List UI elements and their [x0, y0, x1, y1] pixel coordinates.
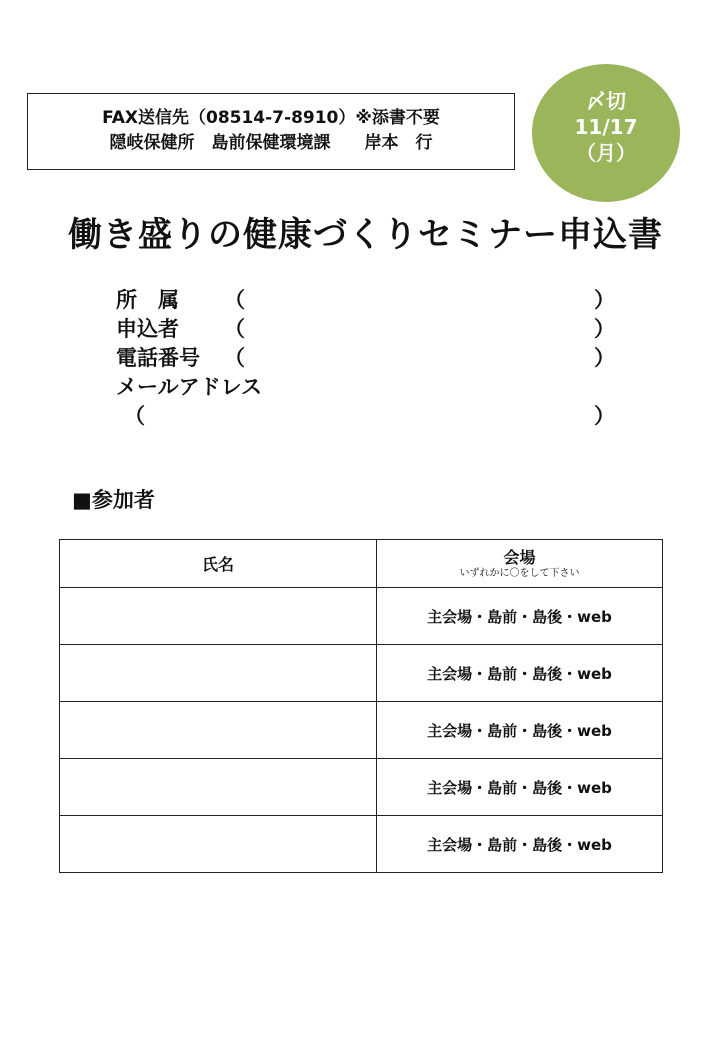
venue-options-cell[interactable]: 主会場・島前・島後・web — [377, 645, 663, 702]
participants-table — [59, 539, 663, 873]
deadline-label: 〆切 — [586, 89, 626, 113]
participant-name-cell[interactable] — [60, 816, 377, 873]
participant-name-cell[interactable] — [60, 645, 377, 702]
venue-options-cell[interactable]: 主会場・島前・島後・web — [377, 702, 663, 759]
table-row — [60, 816, 663, 873]
affiliation-paren-close: ） — [594, 288, 615, 312]
table-row — [60, 759, 663, 816]
page-title: 働き盛りの健康づくりセミナー申込書 — [68, 215, 663, 255]
venue-column-label: 会場 — [503, 547, 536, 567]
email-paren-close: ） — [594, 404, 615, 428]
fax-number-line: FAX送信先（08514-7-8910）※添書不要 — [102, 108, 440, 128]
phone-paren-close: ） — [594, 346, 615, 370]
applicant-paren-close: ） — [594, 317, 615, 341]
venue-options-cell[interactable]: 主会場・島前・島後・web — [377, 588, 663, 645]
deadline-badge — [532, 64, 680, 202]
participant-name-cell[interactable] — [60, 702, 377, 759]
email-label-row — [116, 373, 616, 402]
applicant-form — [116, 286, 616, 431]
participant-name-cell[interactable] — [60, 588, 377, 645]
venue-options-cell[interactable]: 主会場・島前・島後・web — [377, 759, 663, 816]
table-row — [60, 588, 663, 645]
phone-paren-open: （ — [224, 346, 245, 370]
table-header-row — [60, 540, 663, 588]
deadline-weekday: （月） — [576, 141, 636, 165]
name-column-header — [60, 540, 377, 588]
applicant-row[interactable] — [116, 315, 616, 344]
name-column-label: 氏名 — [201, 555, 234, 574]
deadline-date: 11/17 — [574, 115, 638, 139]
venue-column-note: いずれかに〇をして下さい — [459, 567, 580, 579]
table-row — [60, 645, 663, 702]
email-paren-open: （ — [124, 404, 145, 428]
phone-label: 電話番号 — [116, 346, 200, 370]
affiliation-label: 所 属 — [116, 288, 179, 312]
email-label: メールアドレス — [116, 375, 262, 399]
applicant-paren-open: （ — [224, 317, 245, 341]
table-row — [60, 702, 663, 759]
applicant-label: 申込者 — [116, 317, 179, 341]
fax-destination-box — [27, 93, 515, 170]
participant-name-cell[interactable] — [60, 759, 377, 816]
venue-options-cell[interactable]: 主会場・島前・島後・web — [377, 816, 663, 873]
affiliation-row[interactable] — [116, 286, 616, 315]
affiliation-paren-open: （ — [224, 288, 245, 312]
phone-row[interactable] — [116, 344, 616, 373]
venue-column-header — [377, 540, 663, 588]
participants-heading: ■参加者 — [72, 488, 155, 512]
email-row[interactable] — [116, 402, 616, 431]
fax-recipient-line: 隠岐保健所 島前保健環境課 岸本 行 — [109, 133, 433, 153]
